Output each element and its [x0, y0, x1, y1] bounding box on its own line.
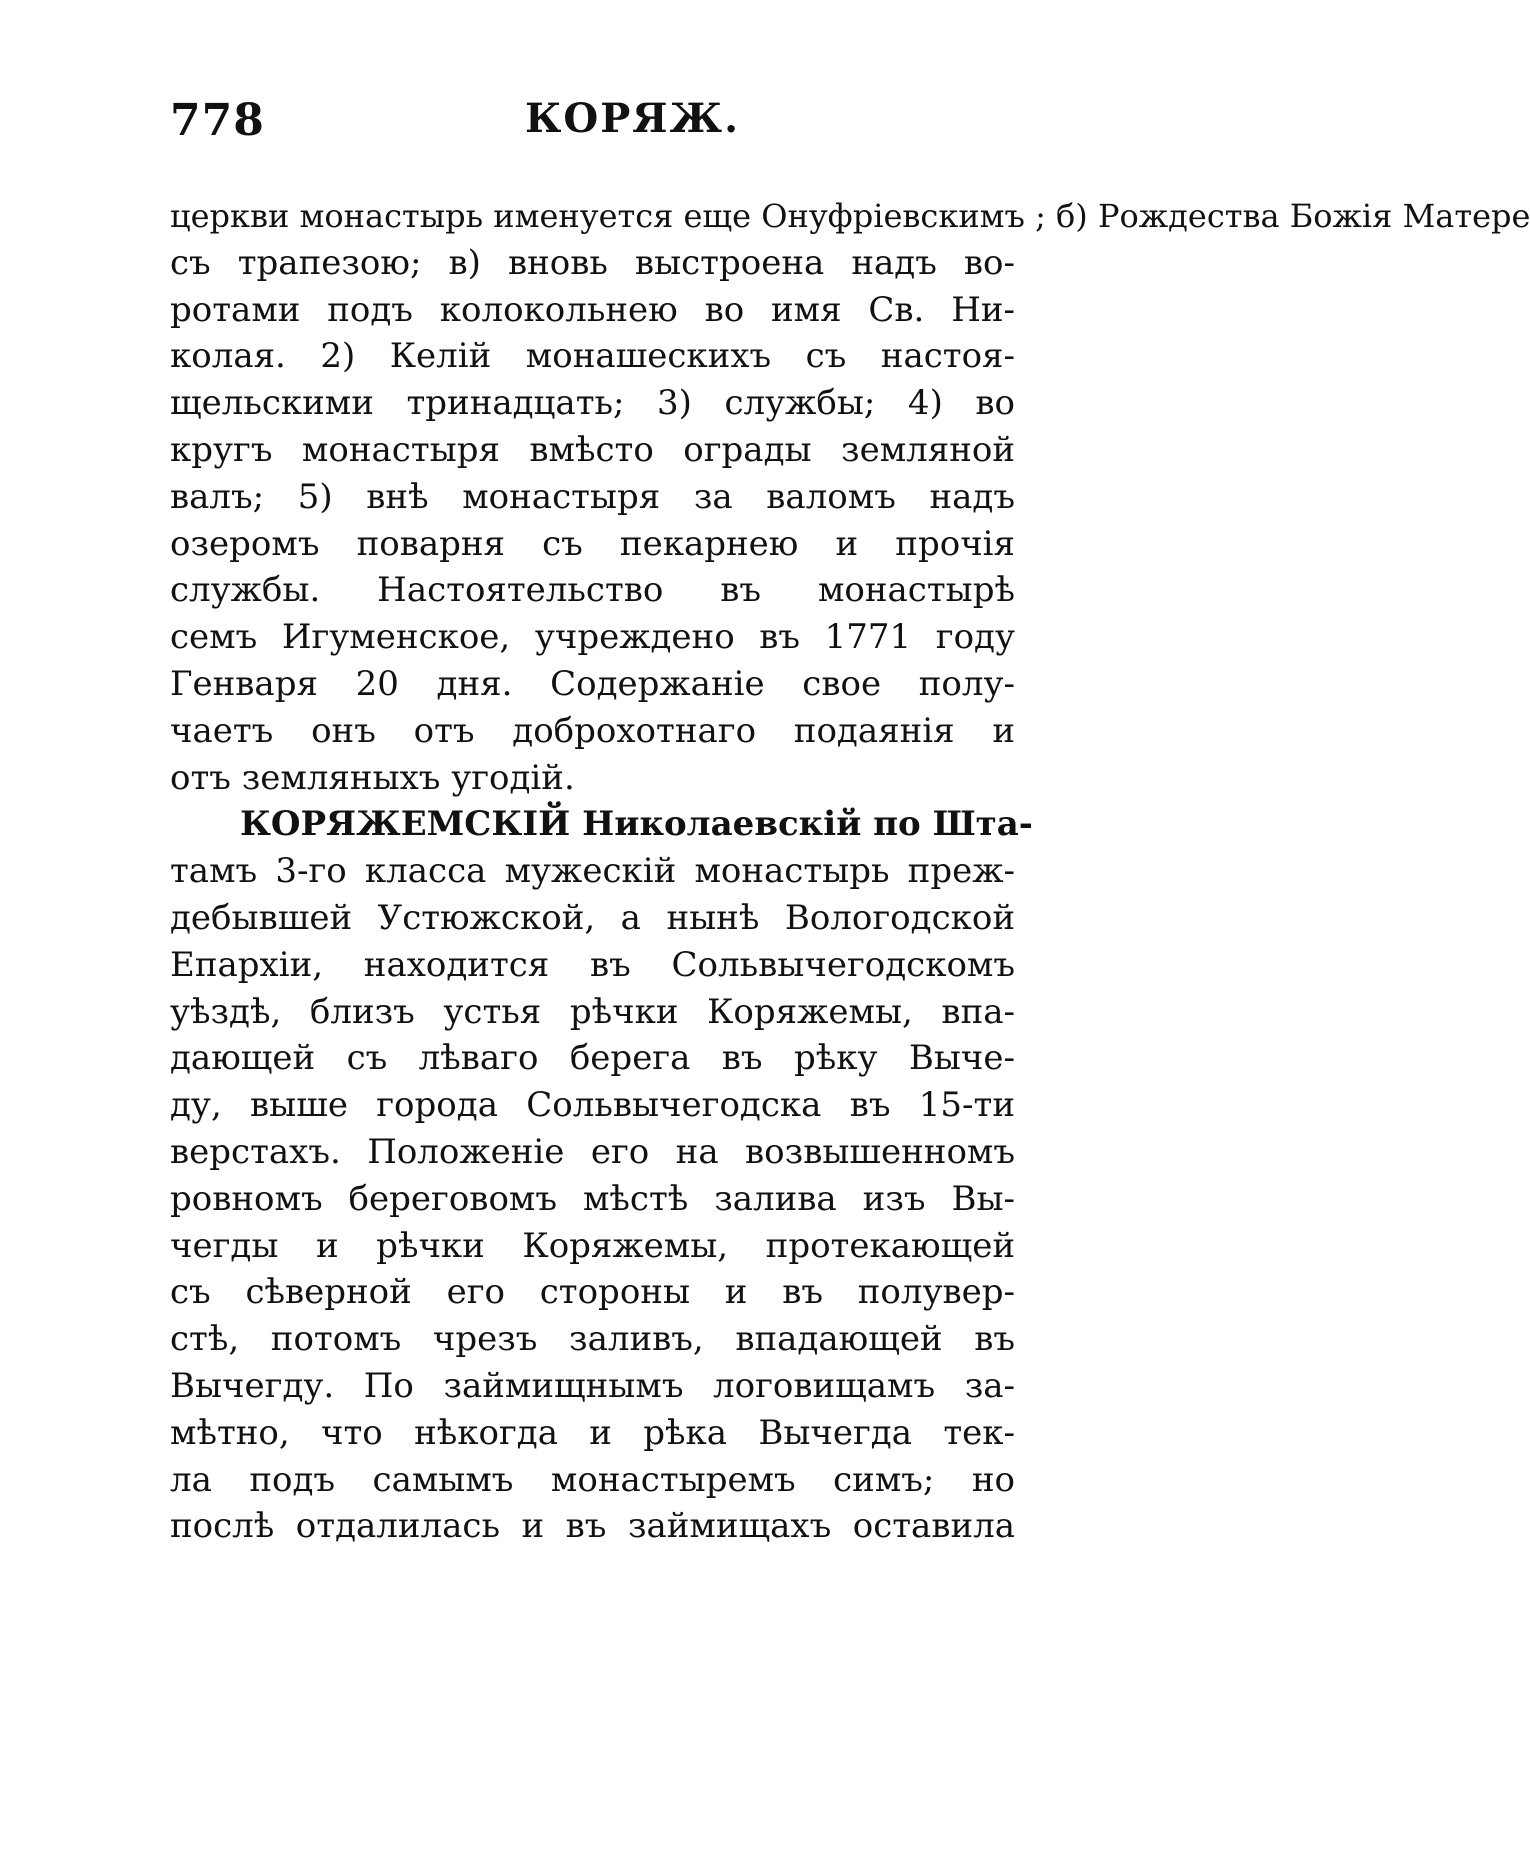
text-line: семъ Игуменское, учреждено въ 1771 году [170, 617, 1015, 658]
text-line: ла подъ самымъ монастыремъ симъ; но [170, 1459, 1015, 1500]
text-line: уѣздѣ, близъ устья рѣчки Коряжемы, впа- [170, 991, 1015, 1032]
text-line: церкви монастырь именуется еще Онуфріевскимъ ; б) Рождества Божія Матере [170, 197, 1530, 235]
text-line: ровномъ береговомъ мѣстѣ залива изъ Вы- [170, 1178, 1015, 1219]
text-line: колая. 2) Келій монашескихъ съ настоя- [170, 336, 1015, 377]
text-line: Епархіи, находится въ Сольвычегодскомъ [170, 944, 1015, 985]
text-line: тамъ 3-го класса мужескій монастырь преж- [170, 851, 1015, 892]
text-line: ротами подъ колокольнею во имя Св. Ни- [170, 289, 1015, 330]
text-line: стѣ, потомъ чрезъ заливъ, впадающей въ [170, 1319, 1015, 1360]
text-line: послѣ отдалилась и въ займищахъ оставила [170, 1506, 1015, 1547]
text-line: чегды и рѣчки Коряжемы, протекающей [170, 1225, 1015, 1266]
text-line: валъ; 5) внѣ монастыря за валомъ надъ [170, 476, 1015, 517]
text-line: верстахъ. Положеніе его на возвышенномъ [170, 1131, 1015, 1172]
text-line: Генваря 20 дня. Содержаніе свое полу- [170, 663, 1015, 704]
text-line: дебывшей Устюжской, а нынѣ Вологодской [170, 897, 1015, 938]
page-number: 778 [170, 95, 265, 146]
book-page [170, 95, 1530, 1550]
text-line: съ сѣверной его стороны и въ полувер- [170, 1272, 1015, 1313]
text-line: службы. Настоятельство въ монастырѣ [170, 570, 1015, 611]
text-line: чаетъ онъ отъ доброхотнаго подаянія и [170, 710, 1015, 751]
text-line: дающей съ лѣваго берега въ рѣку Выче- [170, 1038, 1015, 1079]
text-line: кругъ монастыря вмѣсто ограды земляной [170, 429, 1015, 470]
text-line: Вычегду. По займищнымъ логовищамъ за- [170, 1365, 1015, 1406]
text-line: озеромъ поварня съ пекарнею и прочія [170, 523, 1015, 564]
running-title: КОРЯЖ. [525, 95, 740, 142]
running-head [170, 95, 1015, 165]
paragraph-end-line: отъ земляныхъ угодій. [170, 757, 575, 798]
text-line: щельскими тринадцать; 3) службы; 4) во [170, 383, 1015, 424]
body-text [170, 193, 1530, 1550]
text-line: мѣтно, что нѣкогда и рѣка Вычегда тек- [170, 1412, 1015, 1453]
text-line: ду, выше города Сольвычегодска въ 15-ти [170, 1085, 1015, 1126]
text-line: съ трапезою; в) вновь выстроена надъ во- [170, 242, 1015, 283]
entry-heading-line: КОРЯЖЕМСКІЙ Николаевскій по Шта- [240, 804, 1033, 845]
